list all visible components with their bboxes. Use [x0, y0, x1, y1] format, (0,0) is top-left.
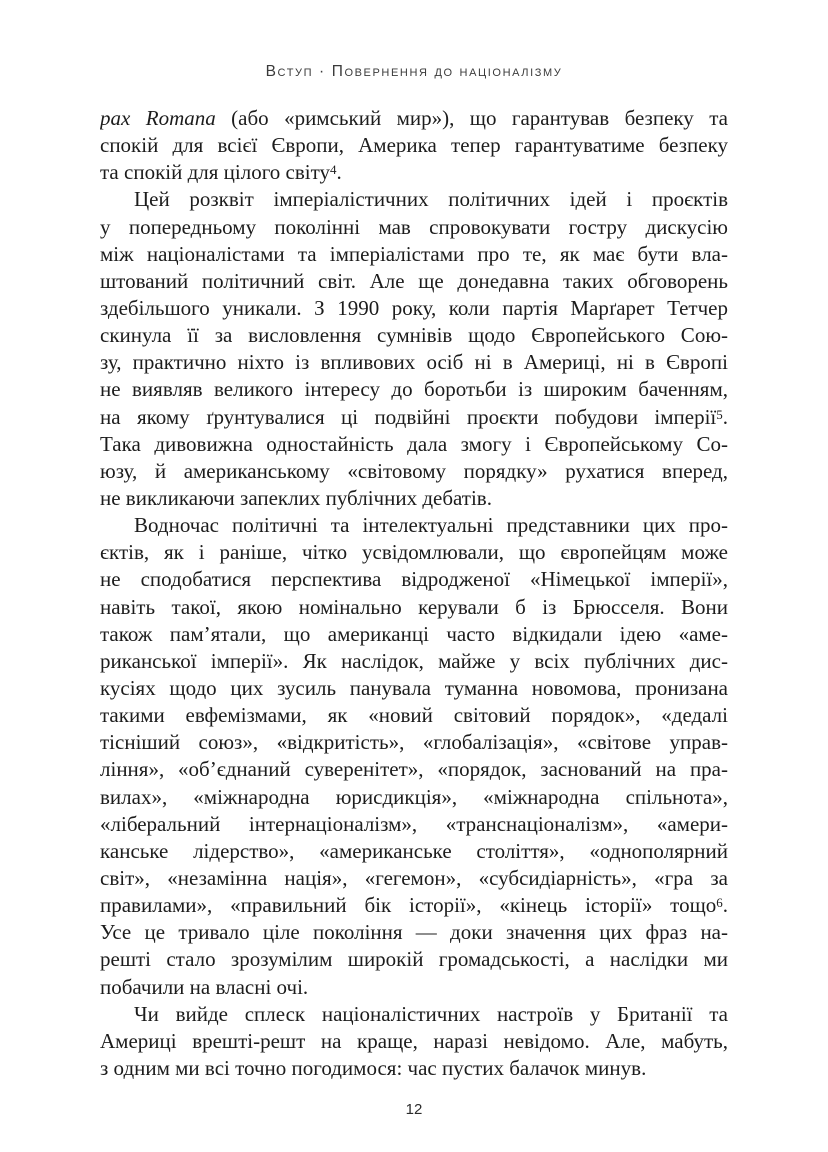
- text-line: [100, 1055, 728, 1082]
- text-line: [100, 512, 728, 539]
- text-line: [100, 919, 728, 946]
- text-segment: у попередньому поколінні мав спровокувати гостру дискусію: [100, 214, 728, 239]
- text-line: [100, 214, 728, 241]
- text-line: [100, 186, 728, 213]
- text-line: [100, 865, 728, 892]
- text-segment: штований політичний світ. Але ще донедавна таких обговорень: [100, 268, 728, 293]
- text-line: [100, 1001, 728, 1028]
- text-line: [100, 1028, 728, 1055]
- text-segment: Цей розквіт імперіалістичних політичних ідей і проєктів: [134, 187, 728, 212]
- text-segment: Усе це тривало ціле покоління — доки значення цих фраз на-: [100, 920, 728, 945]
- text-segment: .: [722, 893, 728, 918]
- text-segment: навіть такої, якою номінально керували б із Брюсселя. Вони: [100, 594, 728, 619]
- text-line: [100, 295, 728, 322]
- text-block: [100, 105, 728, 1082]
- text-line: [100, 268, 728, 295]
- text-segment: не виявляв великого інтересу до боротьби із широким баченням,: [100, 377, 728, 402]
- text-line: [100, 756, 728, 783]
- text-line: [100, 322, 728, 349]
- text-segment: єктів, як і раніше, чітко усвідомлювали, що європейцям може: [100, 540, 728, 565]
- text-segment: ління», «об’єднаний суверенітет», «порядок, заснований на пра-: [100, 757, 728, 782]
- text-segment: правилами», «правильний бік історії», «кінець історії» тощо: [100, 893, 717, 918]
- text-segment: Чи вийде сплеск націоналістичних настроїв у Британії та: [134, 1001, 728, 1026]
- text-segment: здебільшого уникали. З 1990 року, коли партія Марґарет Тетчер: [100, 295, 728, 320]
- text-line: [100, 702, 728, 729]
- text-line: [100, 485, 728, 512]
- text-segment: такими евфемізмами, як «новий світовий порядок», «дедалі: [100, 703, 728, 728]
- text-line: [100, 566, 728, 593]
- text-segment: вилах», «міжнародна юрисдикція», «міжнародна спільнота»,: [100, 784, 728, 809]
- text-line: [100, 458, 728, 485]
- text-segment: та спокій для цілого світу: [100, 160, 331, 185]
- text-line: [100, 838, 728, 865]
- italic-text: pax Romana: [100, 106, 216, 130]
- text-segment: канське лідерство», «американське століття», «однополярний: [100, 838, 728, 863]
- text-segment: на якому ґрунтувалися ці подвійні проєкти побудови імперії: [100, 404, 717, 429]
- text-line: [100, 675, 728, 702]
- text-segment: спокій для всієї Європи, Америка тепер гарантуватиме безпеку: [100, 133, 728, 158]
- text-line: [100, 132, 728, 159]
- text-segment: побачили на власні очі.: [100, 974, 309, 999]
- text-line: [100, 539, 728, 566]
- text-line: [100, 376, 728, 403]
- text-line: [100, 241, 728, 268]
- text-line: [100, 648, 728, 675]
- text-segment: .: [722, 404, 728, 429]
- text-line: [100, 349, 728, 376]
- text-segment: .: [336, 160, 342, 185]
- text-line: [100, 431, 728, 458]
- text-line: [100, 105, 728, 132]
- text-segment: риканської імперії». Як наслідок, майже у всіх публічних дис-: [100, 648, 728, 673]
- text-line: [100, 892, 728, 919]
- text-segment: світ», «незамінна нація», «гегемон», «субсидіарність», «гра за: [100, 865, 728, 890]
- text-segment: кусіях щодо цих зусиль панувала туманна новомова, пронизана: [100, 675, 728, 700]
- text-line: [100, 594, 728, 621]
- text-line: [100, 404, 728, 431]
- text-segment: Така дивовижна одностайність дала змогу і Європейському Со-: [100, 431, 728, 456]
- text-line: [100, 621, 728, 648]
- text-segment: скинула її за висловлення сумнівів щодо Європейського Сою-: [100, 323, 728, 348]
- text-segment: Америці врешті-решт на краще, наразі невідомо. Але, мабуть,: [100, 1028, 728, 1053]
- footnote-marker: 4: [330, 162, 337, 178]
- text-line: [100, 784, 728, 811]
- page-number: 12: [405, 1101, 423, 1118]
- text-segment: решті стало зрозумілим широкій громадськості, а наслідки ми: [100, 947, 728, 972]
- text-segment: між націоналістами та імперіалістами про те, як має бути вла-: [100, 241, 728, 266]
- text-segment: з одним ми всі точно погодимося: час пустих балачок минув.: [100, 1055, 647, 1080]
- footnote-marker: 6: [716, 895, 723, 911]
- text-line: [100, 729, 728, 756]
- text-segment: «ліберальний інтернаціоналізм», «транснаціоналізм», «амери-: [100, 811, 728, 836]
- text-line: [100, 974, 728, 1001]
- text-segment: юзу, й американському «світовому порядку» рухатися вперед,: [100, 458, 728, 483]
- text-segment: не сподобатися перспектива відродженої «Німецької імперії»,: [100, 567, 728, 592]
- text-segment: зу, практично ніхто із впливових осіб ні в Америці, ні в Європі: [100, 350, 728, 375]
- running-header: Вступ · Повернення до націоналізму: [265, 63, 563, 80]
- text-segment: Водночас політичні та інтелектуальні представники цих про-: [134, 513, 728, 538]
- text-segment: не викликаючи запеклих публічних дебатів.: [100, 485, 492, 510]
- text-line: [100, 159, 728, 186]
- text-segment: також пам’ятали, що американці часто відкидали ідею «аме-: [100, 621, 728, 646]
- text-segment: тісніший союз», «відкритість», «глобалізація», «світове управ-: [100, 730, 728, 755]
- footnote-marker: 5: [716, 406, 723, 422]
- text-segment: (або «римський мир»), що гарантував безпеку та: [215, 106, 728, 130]
- text-line: [100, 946, 728, 973]
- text-line: [100, 811, 728, 838]
